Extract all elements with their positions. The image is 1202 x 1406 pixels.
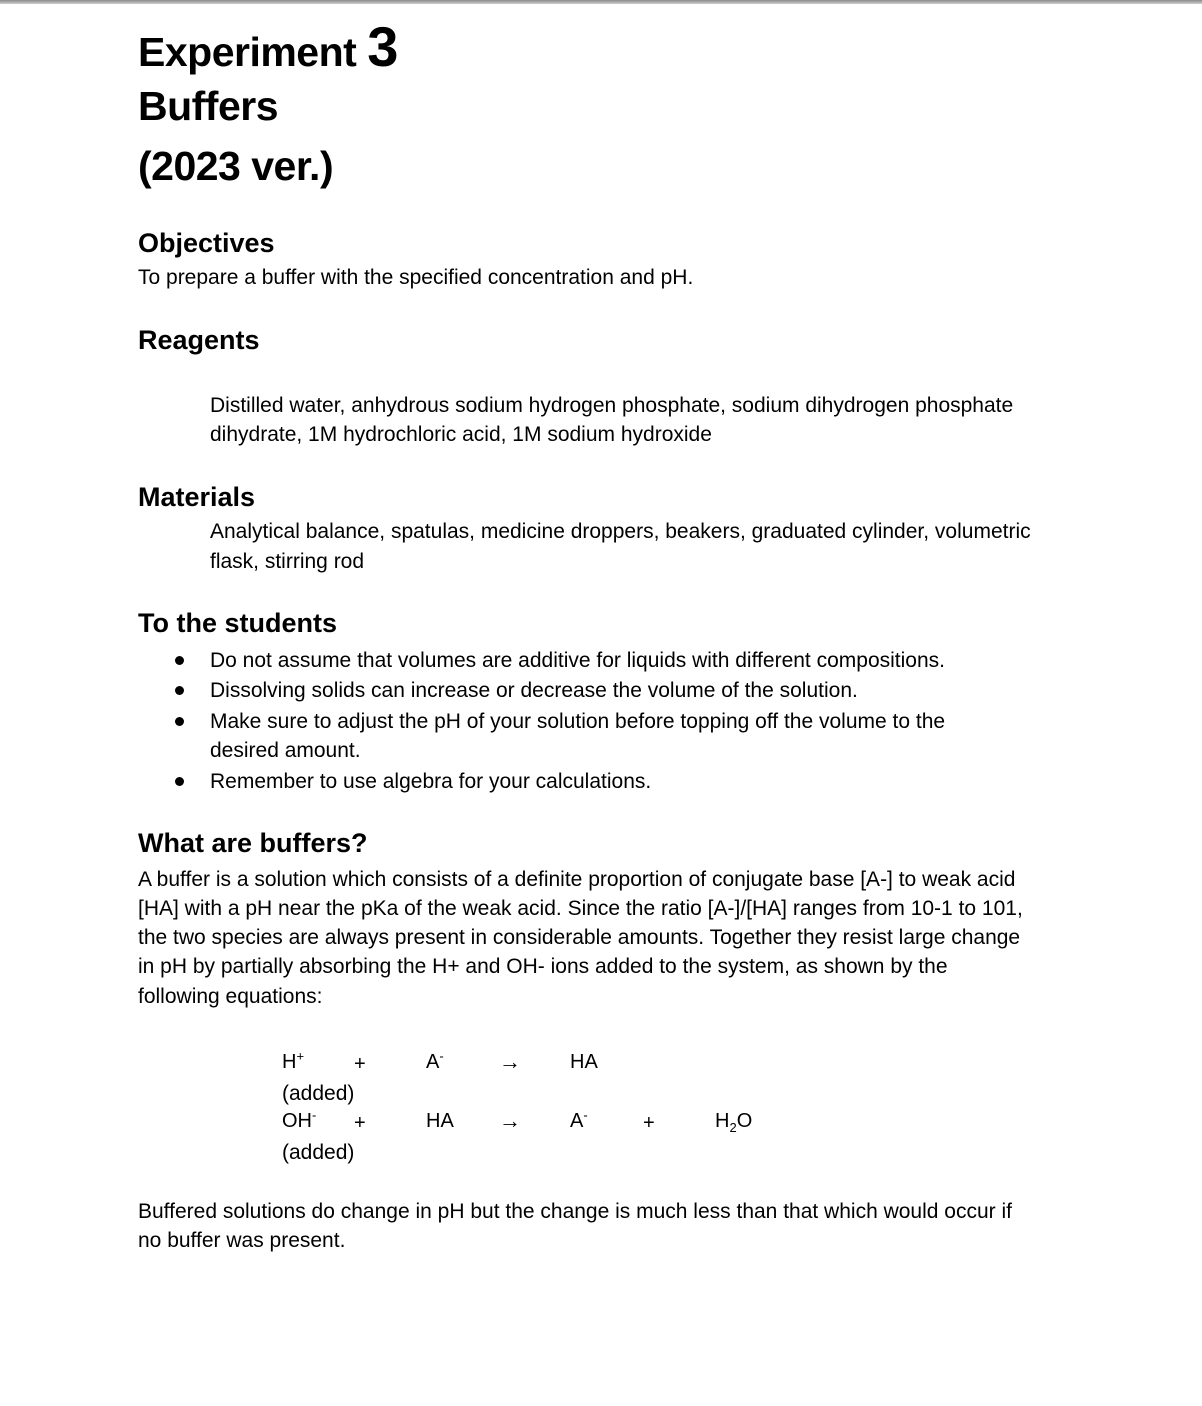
- eq2-product: A-: [570, 1107, 588, 1132]
- eq1-plus: +: [354, 1053, 366, 1075]
- eq2-reactant: HA: [426, 1110, 454, 1132]
- buffers-heading: What are buffers?: [138, 828, 368, 858]
- eq1-note: (added): [282, 1082, 355, 1105]
- buffers-line-3: the two species are always present in considerable amounts. Together they resist large change: [138, 926, 1021, 949]
- version-label: (2023 ver.): [138, 143, 334, 189]
- student-note-2: Dissolving solids can increase or decrease the volume of the solution.: [210, 679, 858, 702]
- students-heading: To the students: [138, 608, 337, 638]
- materials-heading: Materials: [138, 482, 256, 512]
- reagents-heading: Reagents: [138, 325, 260, 355]
- top-rule: [0, 0, 1202, 4]
- buffers-line-5: following equations:: [138, 985, 323, 1008]
- eq2-water: $H_2O$: [715, 1110, 753, 1135]
- buffers-line-4: in pH by partially absorbing the H+ and OH- ions added to the system, as shown by the: [138, 955, 948, 978]
- student-note-3-line-2: desired amount.: [210, 739, 361, 762]
- eq1-reactant: A-: [426, 1048, 444, 1073]
- bullet-icon: [175, 717, 184, 726]
- page-title: Buffers: [138, 83, 279, 129]
- experiment-label: Experiment: [138, 29, 357, 75]
- reagents-line-2: dihydrate, 1M hydrochloric acid, 1M sodium hydroxide: [210, 423, 712, 446]
- conclusion-line-1: Buffered solutions do change in pH but the change is much less than that which would occur if: [138, 1200, 1012, 1223]
- objectives-heading: Objectives: [138, 228, 275, 258]
- experiment-heading: [138, 14, 398, 79]
- bullet-icon: [175, 686, 184, 695]
- bullet-icon: [175, 656, 184, 665]
- student-note-1: Do not assume that volumes are additive for liquids with different compositions.: [210, 649, 945, 672]
- eq1-ion: H+: [282, 1048, 305, 1073]
- eq2-ion: OH-: [282, 1107, 317, 1132]
- reagents-line-1: Distilled water, anhydrous sodium hydrogen phosphate, sodium dihydrogen phosphate: [210, 394, 1014, 417]
- arrow-right-icon: →: [499, 1049, 521, 1074]
- eq2-plus: +: [354, 1112, 366, 1134]
- student-note-3-line-1: Make sure to adjust the pH of your solution before topping off the volume to the: [210, 710, 946, 733]
- buffers-line-2: [HA] with a pH near the pKa of the weak acid. Since the ratio [A-]/[HA] ranges from 10-1 to 101,: [138, 897, 1023, 920]
- eq2-plus-2: +: [643, 1112, 655, 1134]
- eq2-note: (added): [282, 1141, 355, 1164]
- objectives-text: To prepare a buffer with the specified concentration and pH.: [138, 266, 694, 289]
- materials-line-2: flask, stirring rod: [210, 550, 365, 573]
- student-note-4: Remember to use algebra for your calculations.: [210, 770, 652, 793]
- experiment-number: 3: [367, 15, 398, 78]
- materials-line-1: Analytical balance, spatulas, medicine droppers, beakers, graduated cylinder, volumetric: [210, 520, 1031, 543]
- buffers-line-1: A buffer is a solution which consists of a definite proportion of conjugate base [A-] to weak acid: [138, 868, 1016, 891]
- arrow-right-icon: →: [499, 1108, 521, 1133]
- bullet-icon: [175, 777, 184, 786]
- conclusion-line-2: no buffer was present.: [138, 1229, 346, 1252]
- eq1-product: HA: [570, 1051, 598, 1073]
